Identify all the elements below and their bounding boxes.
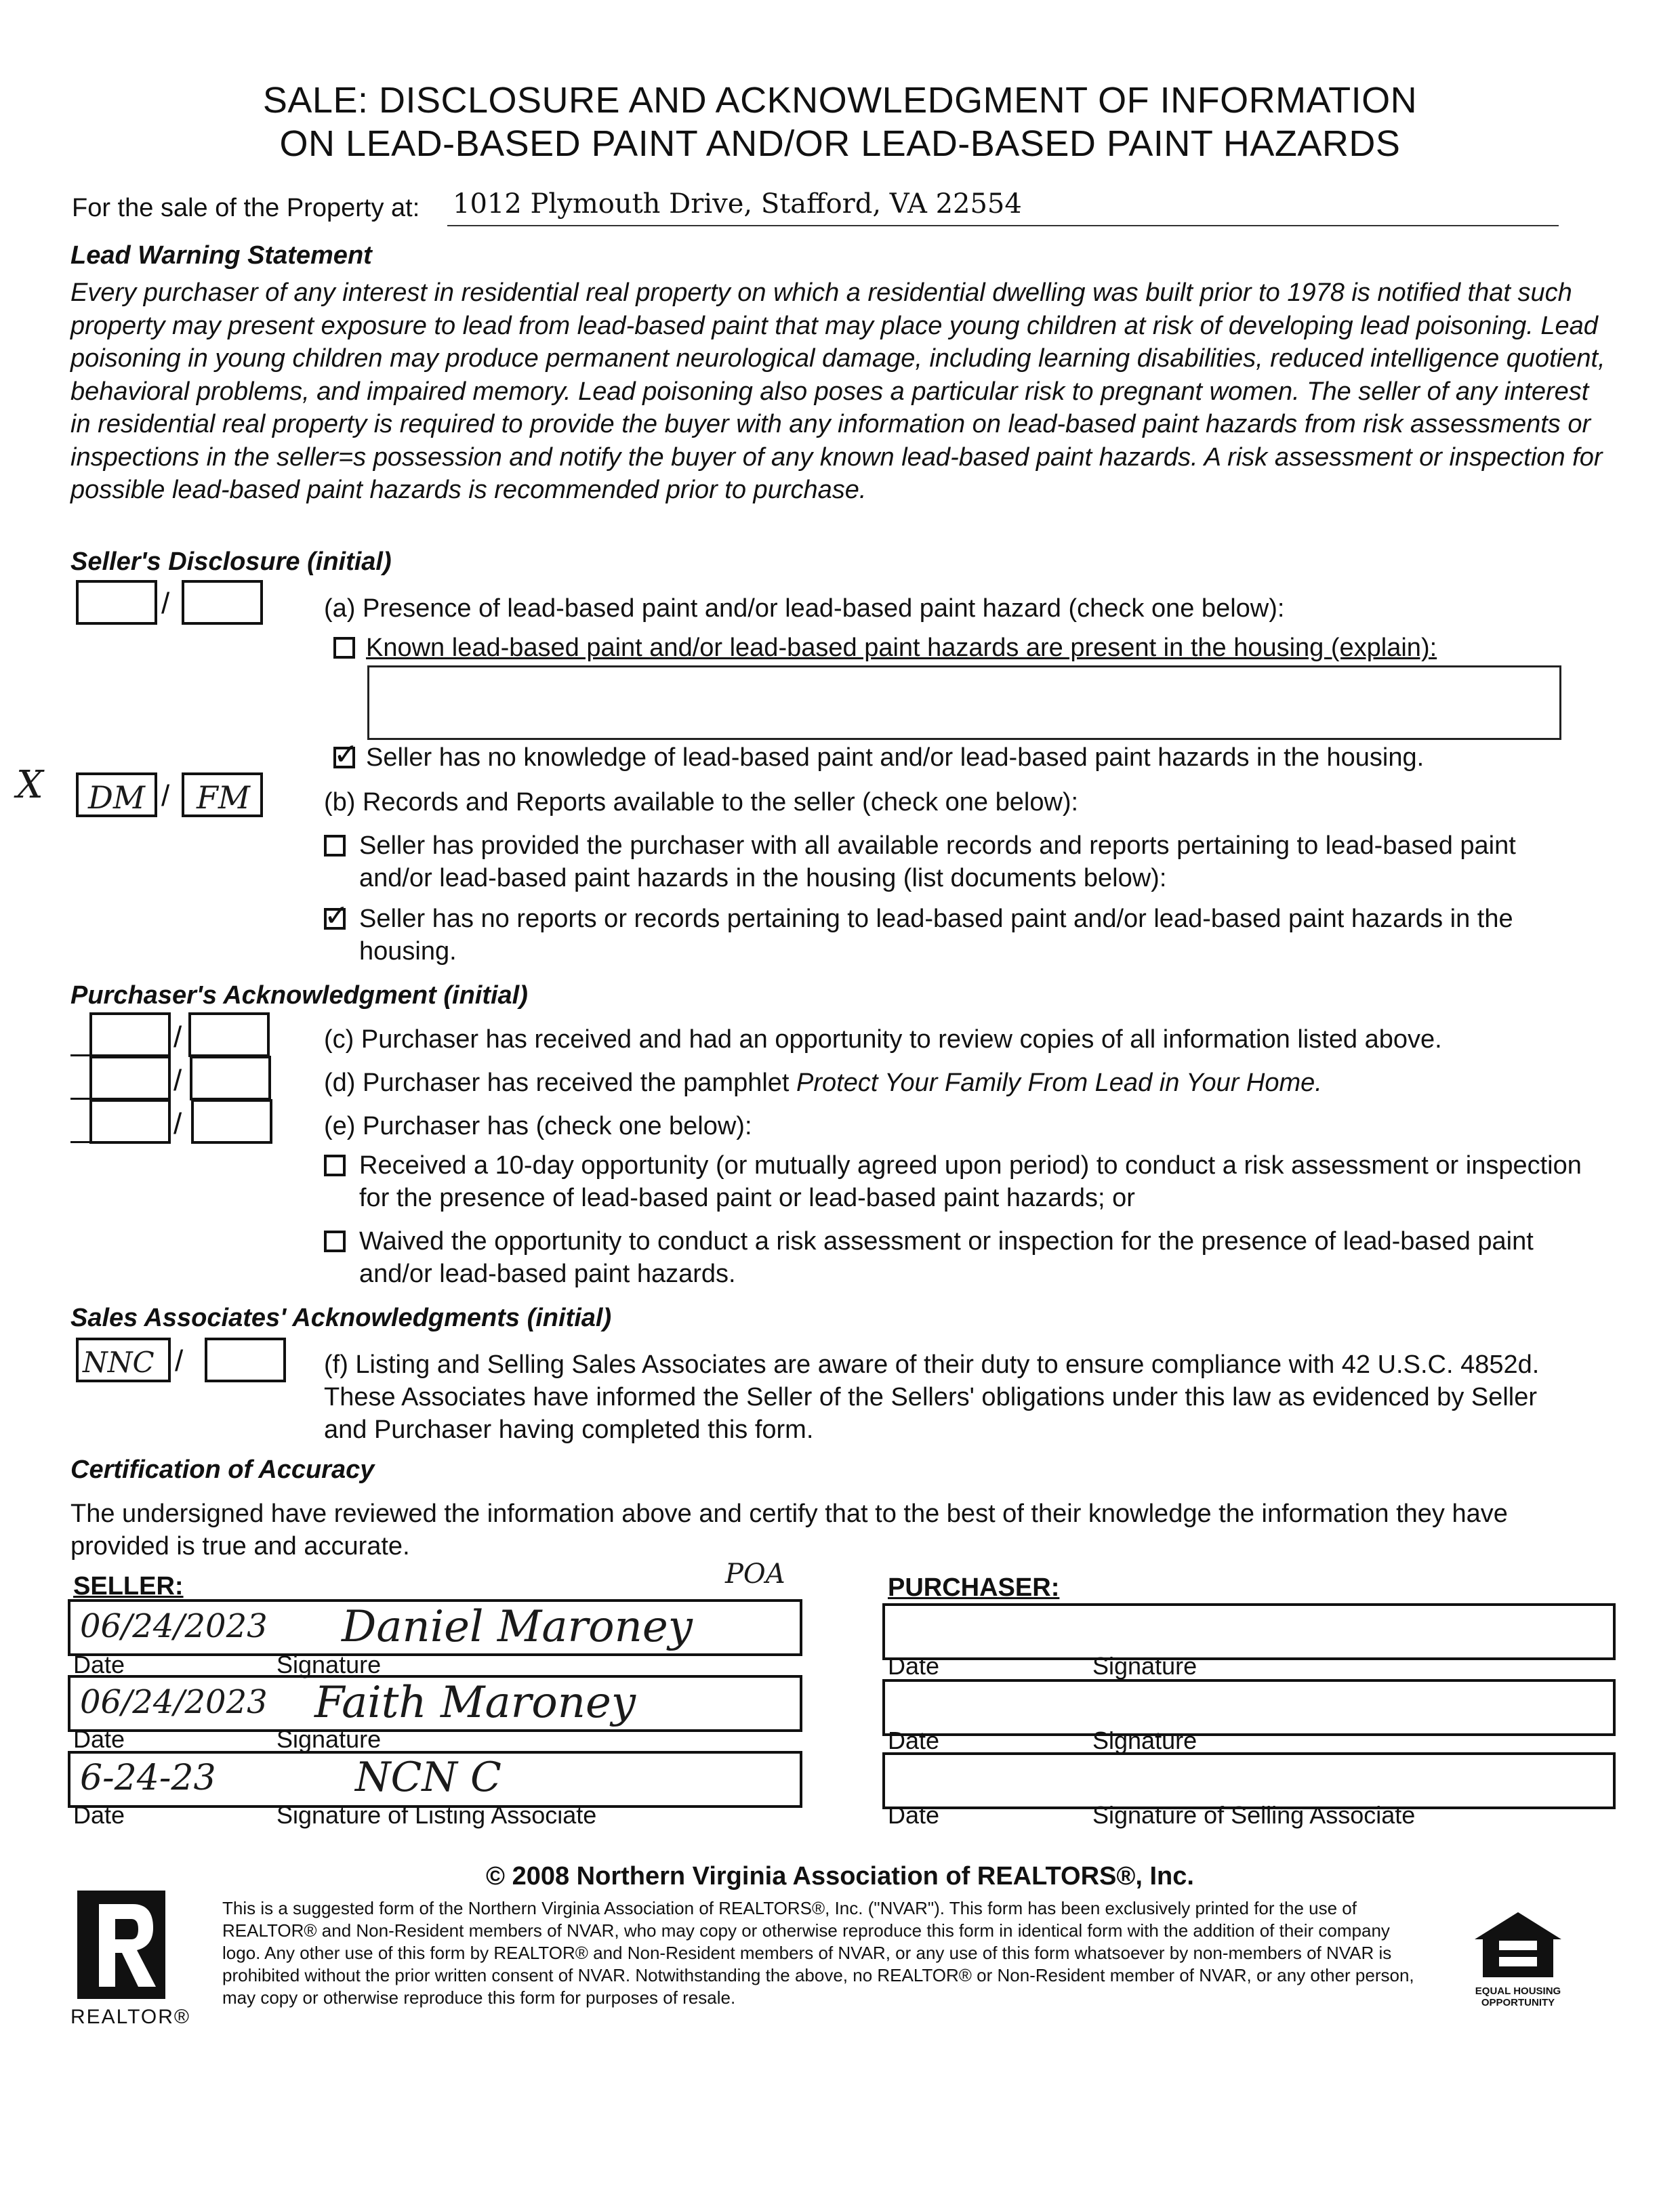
handwritten-date-2: 06/24/2023 [80,1683,268,1721]
lead-warning-heading: Lead Warning Statement [70,241,372,270]
purchaser-initial-box-e1[interactable] [89,1099,171,1144]
handwritten-initial-dm: DM [88,779,145,816]
listing-associate-box[interactable] [68,1751,802,1808]
seller-signature-box-2[interactable] [68,1675,802,1732]
handwritten-signature-3: NCN C [355,1754,501,1801]
initial-separator: / [175,1344,184,1378]
copyright-line: © 2008 Northern Virginia Association of REALTORS®, Inc. [486,1862,1194,1891]
footer-legal-text: This is a suggested form of the Northern Virginia Association of REALTORS®, Inc. ("NVAR"). This form has been exclusively printed for the use of REALTOR® and Non-Resident members of NVAR, who may copy or otherwise reproduce this form in identical form with the addition of their company logo. Any other use of this form by REALTOR® and Non-Resident members of NVAR, or any use of this form whatsoever by non-members of NVAR is prohibited without the prior written consent of NVAR. Notwithstanding the above, no REALTOR® or Non-Resident member of NVAR, or any other person, may copy or otherwise reproduce this form for purposes of resale. [222,1898,1414,2008]
certification-heading: Certification of Accuracy [70,1456,375,1484]
seller-initial-box-a2[interactable] [182,580,263,625]
property-underline [447,225,1559,226]
checkbox-waived-opportunity[interactable] [324,1231,346,1252]
pamphlet-title: Protect Your Family From Lead in Your Home. [796,1069,1322,1097]
seller-label: SELLER: [73,1572,184,1601]
item-e-text: (e) Purchaser has (check one below): [324,1112,752,1140]
realtor-r-icon [70,1891,172,2006]
purchaser-initial-box-d2[interactable] [190,1056,271,1100]
equal-housing-text: EQUAL HOUSING OPPORTUNITY [1475,1985,1561,2008]
line [70,1098,91,1100]
initial-separator: / [161,779,170,812]
house-icon [1471,1910,1565,1984]
purchaser-initial-box-c2[interactable] [188,1012,270,1057]
selling-date-label: Date [888,1801,940,1829]
checkbox-known-lead[interactable] [333,637,355,659]
seller-initial-box-b1[interactable] [76,772,157,817]
handwritten-poa: POA [725,1559,785,1590]
seller-initial-box-a1[interactable] [76,580,157,625]
initial-separator: / [173,1064,182,1097]
handwritten-x-mark: X [16,763,43,807]
item-d-prefix: (d) Purchaser has received the pamphlet [324,1069,797,1097]
option-known-lead: Known lead-based paint and/or lead-based paint hazards are present in the housing (explain): [366,634,1437,662]
purchaser-date-label-1: Date [888,1652,940,1680]
realtor-logo-text: REALTOR® [70,2006,191,2028]
purchaser-date-label-2: Date [888,1727,940,1754]
handwritten-signature-2: Faith Maroney [314,1678,636,1728]
seller-disclosure-heading: Seller's Disclosure (initial) [70,548,392,576]
option-received-opportunity: Received a 10-day opportunity (or mutually agreed upon period) to conduct a risk assessment or inspection for the presence of lead-based paint or lead-based paint hazards; or [359,1151,1582,1212]
option-no-knowledge: Seller has no knowledge of lead-based paint and/or lead-based paint hazards in the housing. [366,743,1425,772]
checkbox-no-records[interactable] [324,899,349,932]
associate-initial-box-2[interactable] [205,1338,286,1382]
checkmark-icon: ✓ [324,899,349,932]
purchaser-signature-label-2: Signature [1092,1727,1197,1754]
purchaser-signature-label-1: Signature [1092,1652,1197,1680]
option-waived-opportunity: Waived the opportunity to conduct a risk assessment or inspection for the presence of lead-based paint and/or lead-based paint hazards. [359,1227,1534,1288]
seller-signature-label-2: Signature [276,1725,382,1753]
purchaser-signature-box-2[interactable] [882,1679,1616,1736]
initial-separator: / [173,1020,182,1054]
seller-date-label-2: Date [73,1725,125,1753]
seller-initial-box-b2[interactable] [182,772,263,817]
purchaser-label: PURCHASER: [888,1573,1060,1602]
listing-date-label: Date [73,1801,125,1829]
initial-separator: / [161,587,170,620]
handwritten-date-3: 6-24-23 [80,1758,216,1798]
property-label: For the sale of the Property at: [72,194,420,222]
option-provided-records: Seller has provided the purchaser with all available records and reports pertaining to lead-based paint and/or lead-based paint hazards in the housing (list documents below): [359,831,1516,892]
item-b-text: (b) Records and Reports available to the seller (check one below): [324,788,1079,817]
item-d-text [324,1067,1322,1099]
handwritten-date-1: 06/24/2023 [80,1607,268,1645]
purchaser-initial-box-c1[interactable] [89,1012,171,1057]
handwritten-initial-nnc: NNC [83,1346,155,1379]
checkbox-received-opportunity[interactable] [324,1155,346,1176]
checkmark-icon: ✓ [333,738,358,771]
handwritten-initial-fm: FM [197,779,251,816]
purchaser-ack-heading: Purchaser's Acknowledgment (initial) [70,981,528,1010]
purchaser-initial-box-e2[interactable] [191,1099,272,1144]
explain-textbox[interactable] [367,665,1561,740]
seller-date-label-1: Date [73,1651,125,1678]
item-a-text: (a) Presence of lead-based paint and/or lead-based paint hazard (check one below): [324,594,1285,623]
checkbox-provided-records[interactable] [324,835,346,856]
sales-associates-heading: Sales Associates' Acknowledgments (initial) [70,1304,612,1332]
realtor-logo [70,1891,191,2028]
selling-associate-label: Signature of Selling Associate [1092,1801,1416,1829]
associate-initial-box-1[interactable] [76,1338,171,1382]
equal-housing-logo [1457,1910,1579,2011]
form-title-line2: ON LEAD-BASED PAINT AND/OR LEAD-BASED PAINT HAZARDS [279,123,1401,164]
handwritten-signature-1: Daniel Maroney [342,1602,693,1652]
initial-separator: / [173,1107,182,1140]
listing-associate-label: Signature of Listing Associate [276,1801,597,1829]
purchaser-initial-box-d1[interactable] [89,1056,171,1100]
purchaser-signature-box-1[interactable] [882,1603,1616,1660]
seller-signature-box-1[interactable] [68,1599,802,1656]
lead-warning-text: Every purchaser of any interest in residential real property on which a residential dwelling was built prior to 1978 is notified that such property may present exposure to lead from lead-based paint that may place young children at risk of developing lead poisoning. Lead poisoning in young children may produce permanent neurological damage, including learning disabilities, reduced intelligence quotient, behavioral problems, and impaired memory. Lead poisoning also poses a particular risk to pregnant women. The seller of any interest in residential real property is required to provide the buyer with any information on lead-based paint hazards from risk assessments or inspections in the seller=s possession and notify the buyer of any known lead-based paint hazards. A risk assessment or inspection for possible lead-based paint hazards is recommended prior to purchase. [70,278,1605,504]
form-title-line1: SALE: DISCLOSURE AND ACKNOWLEDGMENT OF INFORMATION [262,80,1418,121]
item-c-text: (c) Purchaser has received and had an opportunity to review copies of all information listed above. [324,1025,1442,1054]
option-no-records: Seller has no reports or records pertaining to lead-based paint and/or lead-based paint hazards in the housing. [359,905,1513,966]
certification-text: The undersigned have reviewed the information above and certify that to the best of their knowledge the information they have provided is true and accurate. [70,1500,1508,1561]
seller-signature-label-1: Signature [276,1651,382,1678]
line [70,1141,91,1143]
checkbox-no-knowledge[interactable] [333,738,358,771]
item-f-text: (f) Listing and Selling Sales Associates are aware of their duty to ensure compliance with 42 U.S.C. 4852d. These Associates have informed the Seller of the Sellers' obligations under this law as evidenced by Seller and Purchaser having completed this form. [324,1350,1540,1444]
line [70,1054,91,1056]
property-address-field[interactable]: 1012 Plymouth Drive, Stafford, VA 22554 [453,188,1022,220]
